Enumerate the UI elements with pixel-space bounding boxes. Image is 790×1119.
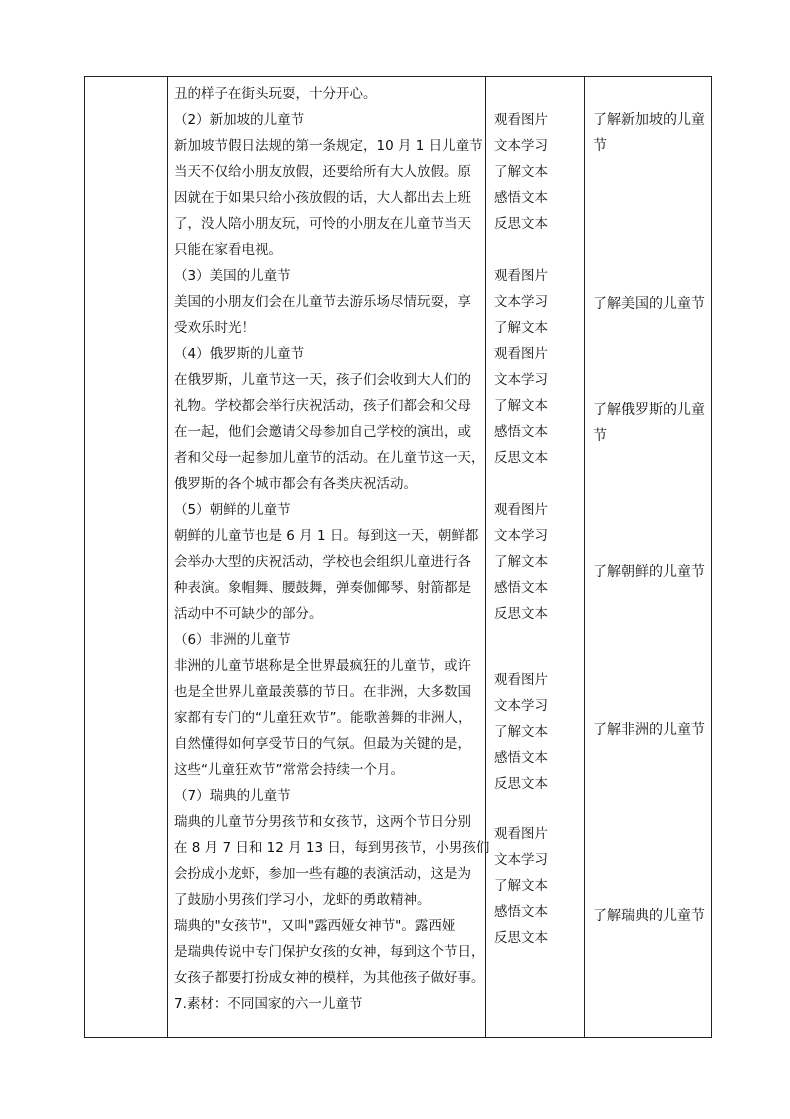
content-line: 自然懂得如何享受节日的气氛。但最为关键的是， — [174, 736, 471, 752]
content-line: 者和父母一起参加儿童节的活动。在儿童节这一天， — [174, 450, 485, 466]
content-line: 在俄罗斯，儿童节这一天，孩子们会收到大人们的 — [174, 372, 471, 388]
activity-line: 反思文本 — [494, 930, 548, 946]
activity-line: 观看图片 — [494, 672, 548, 688]
activity-line: 感悟文本 — [494, 190, 548, 206]
activity-line: 了解文本 — [494, 164, 548, 180]
activity-line: 观看图片 — [494, 502, 548, 518]
content-cell — [168, 77, 490, 1038]
content-line: 受欢乐时光！ — [174, 320, 255, 336]
content-line: 因就在于如果只给小孩放假的话，大人都出去上班 — [174, 190, 471, 206]
content-line: 了，没人陪小朋友玩，可怜的小朋友在儿童节当天 — [174, 216, 471, 232]
activity-line: 了解文本 — [494, 554, 548, 570]
activity-line: 文本学习 — [494, 294, 548, 310]
content-line: 活动中不可缺少的部分。 — [174, 606, 323, 622]
goal-text: 了解非洲的儿童节 — [593, 722, 705, 738]
lesson-plan-table — [84, 76, 712, 1038]
goal-text: 了解新加坡的儿童节 — [593, 112, 705, 154]
activity-line: 感悟文本 — [494, 750, 548, 766]
goal-text: 了解瑞典的儿童节 — [593, 908, 705, 924]
activity-line: 文本学习 — [494, 852, 548, 868]
goal-text: 了解俄罗斯的儿童节 — [593, 402, 705, 444]
content-line: 在一起，他们会邀请父母参加自己学校的演出，或 — [174, 424, 471, 440]
content-line: 家都有专门的“儿童狂欢节”。能歌善舞的非洲人， — [174, 710, 472, 726]
content-line: 种表演。象帽舞、腰鼓舞，弹奏伽倻琴、射箭都是 — [174, 580, 471, 596]
activity-line: 了解文本 — [494, 320, 548, 336]
activity-line: 观看图片 — [494, 268, 548, 284]
activity-line: 了解文本 — [494, 878, 548, 894]
content-line: 非洲的儿童节堪称是全世界最疯狂的儿童节，或许 — [174, 658, 471, 674]
content-line: 女孩子都要打扮成女神的模样，为其他孩子做好事。 — [174, 970, 485, 986]
content-line: 会举办大型的庆祝活动，学校也会组织儿童进行各 — [174, 554, 471, 570]
activity-line: 文本学习 — [494, 138, 548, 154]
table-row — [85, 77, 712, 1038]
content-line: 瑞典的儿童节分男孩节和女孩节，这两个节日分别 — [174, 814, 471, 830]
activity-line: 反思文本 — [494, 216, 548, 232]
content-line: 也是全世界儿童最羡慕的节日。在非洲，大多数国 — [174, 684, 471, 700]
activity-line: 反思文本 — [494, 776, 548, 792]
content-line: 礼物。学校都会举行庆祝活动，孩子们都会和父母 — [174, 398, 471, 414]
content-line: 只能在家看电视。 — [174, 242, 282, 258]
content-line: 瑞典的"女孩节"，又叫"露西娅女神节"。露西娅 — [174, 918, 456, 934]
activity-line: 文本学习 — [494, 528, 548, 544]
content-line: （6）非洲的儿童节 — [174, 632, 291, 648]
activity-line: 文本学习 — [494, 372, 548, 388]
content-line: 朝鲜的儿童节也是 6 月 1 日。每到这一天，朝鲜都 — [174, 528, 479, 544]
content-line: 俄罗斯的各个城市都会有各类庆祝活动。 — [174, 476, 417, 492]
activity-line: 观看图片 — [494, 826, 548, 842]
content-line: （3）美国的儿童节 — [174, 268, 291, 284]
content-line: 新加坡节假日法规的第一条规定，10 月 1 日儿童节 — [174, 138, 483, 154]
content-line: （7）瑞典的儿童节 — [174, 788, 291, 804]
activity-line: 了解文本 — [494, 724, 548, 740]
content-line: 在 8 月 7 日和 12 月 13 日，每到男孩节，小男孩们 — [174, 840, 490, 856]
content-line: 这些“儿童狂欢节”常常会持续一个月。 — [174, 762, 404, 778]
goal-text: 了解美国的儿童节 — [593, 296, 705, 312]
activity-line: 反思文本 — [494, 606, 548, 622]
activity-line: 文本学习 — [494, 698, 548, 714]
content-line: 丑的样子在街头玩耍，十分开心。 — [174, 86, 377, 102]
blank-cell — [85, 77, 168, 1038]
content-line: 美国的小朋友们会在儿童节去游乐场尽情玩耍，享 — [174, 294, 471, 310]
activity-line: 感悟文本 — [494, 580, 548, 596]
content-line: 当天不仅给小朋友放假，还要给所有大人放假。原 — [174, 164, 471, 180]
content-line: 是瑞典传说中专门保护女孩的女神，每到这个节日， — [174, 944, 485, 960]
activity-line: 了解文本 — [494, 398, 548, 414]
goal-cell — [585, 77, 712, 1038]
content-line: 会扮成小龙虾，参加一些有趣的表演活动，这是为 — [174, 866, 471, 882]
content-line: （4）俄罗斯的儿童节 — [174, 346, 305, 362]
goal-text: 了解朝鲜的儿童节 — [593, 564, 705, 580]
content-line: （5）朝鲜的儿童节 — [174, 502, 291, 518]
content-line: 7.素材：不同国家的六一儿童节 — [174, 996, 363, 1012]
activity-cell — [486, 77, 585, 1038]
activity-line: 观看图片 — [494, 346, 548, 362]
content-line: 了鼓励小男孩们学习小，龙虾的勇敢精神。 — [174, 892, 431, 908]
activity-line: 感悟文本 — [494, 904, 548, 920]
content-line: （2）新加坡的儿童节 — [174, 112, 305, 128]
activity-line: 观看图片 — [494, 112, 548, 128]
activity-line: 反思文本 — [494, 450, 548, 466]
activity-line: 感悟文本 — [494, 424, 548, 440]
